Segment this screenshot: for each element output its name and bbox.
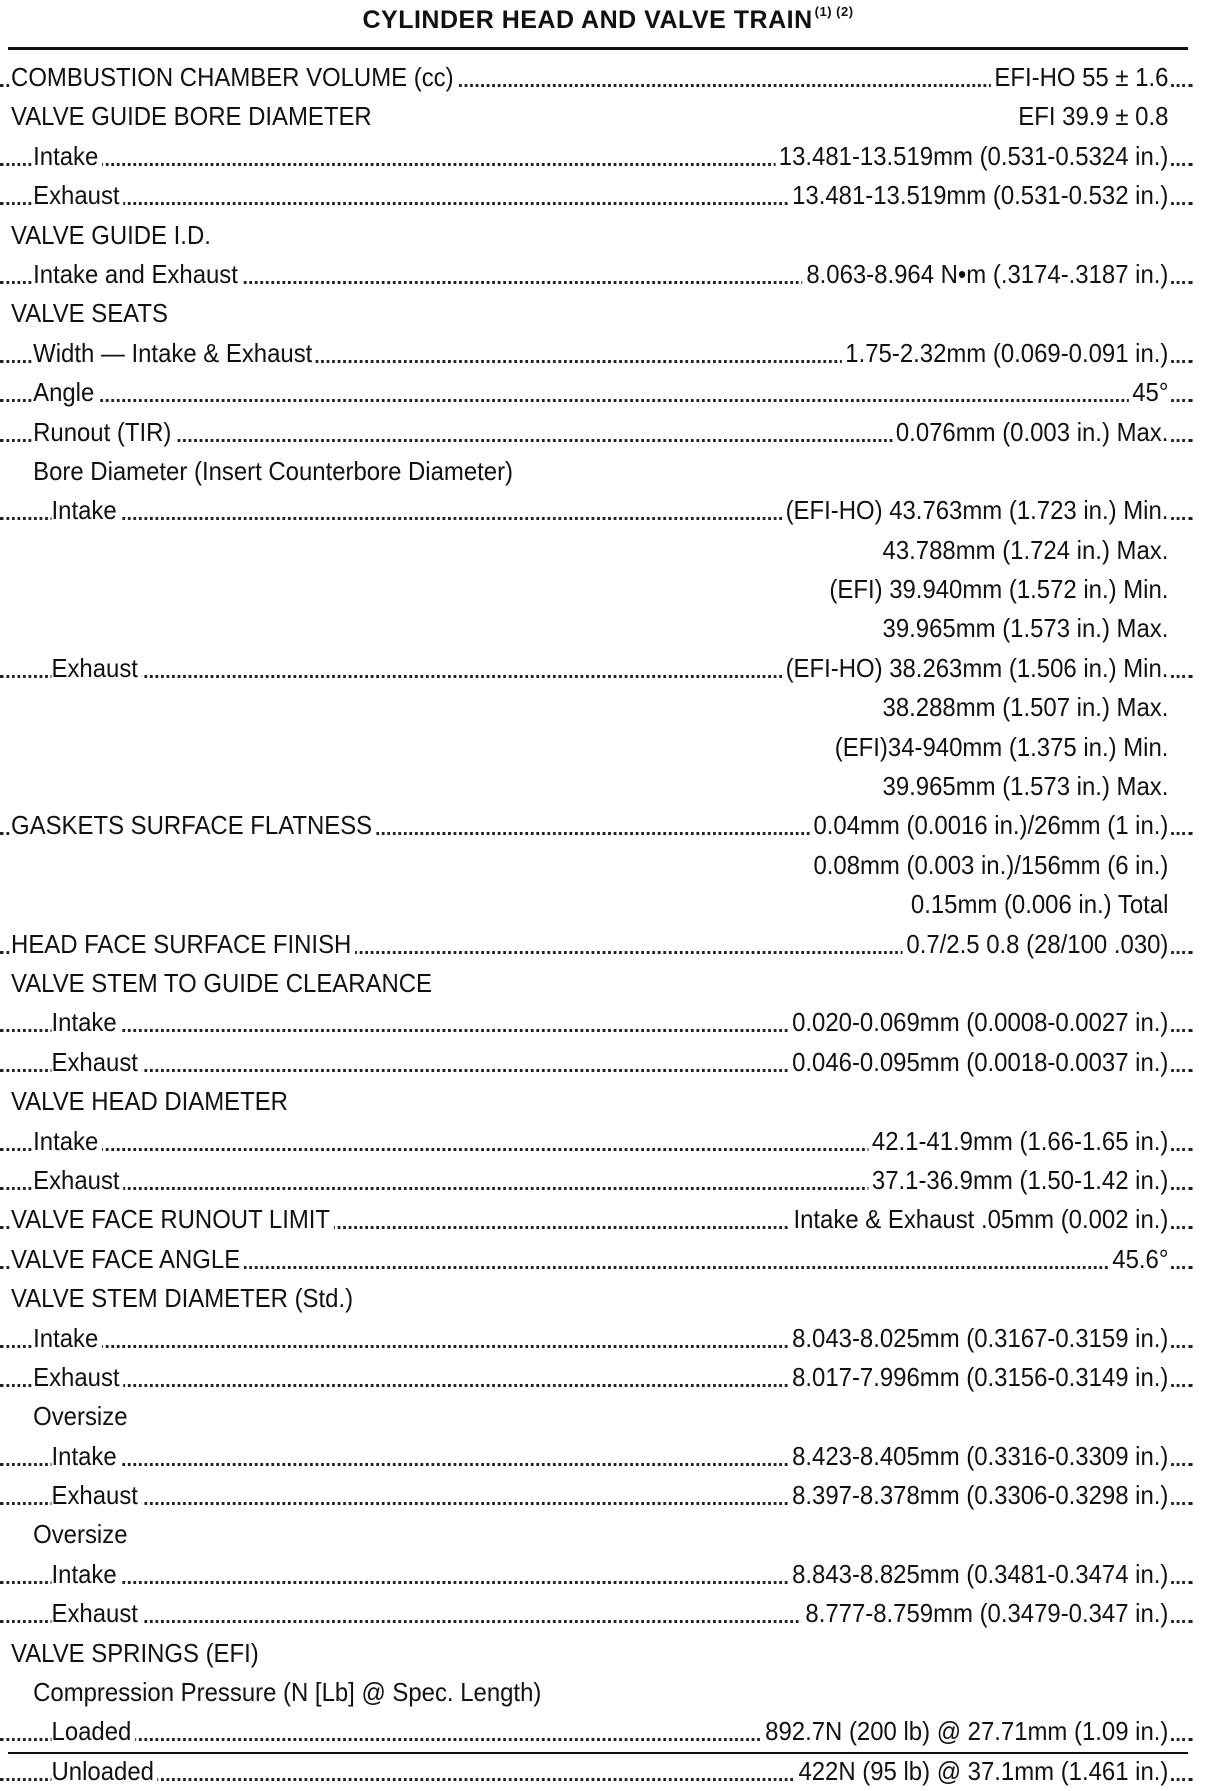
spec-label: Intake: [33, 1319, 102, 1358]
spec-row: [0, 531, 1192, 570]
bottom-rule: [8, 1752, 1188, 1754]
spec-row: [0, 1515, 1192, 1554]
spec-row: [0, 570, 1192, 609]
spec-value: (EFI-HO) 43.763mm (1.723 in.) Min.: [782, 491, 1169, 530]
spec-row: [0, 1003, 1192, 1042]
spec-label: Exhaust: [52, 1594, 142, 1633]
page-title: [0, 6, 1216, 35]
spec-value: 0.046-0.095mm (0.0018-0.0037 in.): [788, 1043, 1168, 1082]
spec-value: 0.076mm (0.003 in.) Max.: [892, 413, 1168, 452]
spec-row: [0, 1200, 1192, 1239]
spec-label: VALVE SEATS: [11, 294, 172, 333]
top-rule: [8, 47, 1188, 50]
spec-row: [0, 1161, 1192, 1200]
spec-label: Oversize: [33, 1515, 131, 1554]
spec-table: [0, 58, 1216, 1791]
spec-row: [0, 1279, 1192, 1318]
spec-label: Intake: [52, 1003, 121, 1042]
spec-row: [0, 373, 1192, 412]
spec-value: 8.777-8.759mm (0.3479-0.347 in.): [802, 1594, 1169, 1633]
spec-row: [0, 1082, 1192, 1121]
spec-value: 0.15mm (0.006 in.) Total: [907, 885, 1168, 924]
spec-value: 0.08mm (0.003 in.)/156mm (6 in.): [810, 846, 1169, 885]
spec-row: [0, 1555, 1192, 1594]
spec-row: [0, 1594, 1192, 1633]
spec-value: EFI-HO 55 ± 1.6: [991, 58, 1169, 97]
spec-value: 13.481-13.519mm (0.531-0.532 in.): [788, 176, 1168, 215]
spec-label: COMBUSTION CHAMBER VOLUME (cc): [11, 58, 457, 97]
spec-label: Intake: [33, 1122, 102, 1161]
spec-label: Intake: [52, 491, 121, 530]
spec-row: [0, 1240, 1192, 1279]
spec-value: 0.04mm (0.0016 in.)/26mm (1 in.): [810, 806, 1169, 845]
spec-value: (EFI)34-940mm (1.375 in.) Min.: [831, 728, 1168, 767]
spec-label: Compression Pressure (N [Lb] @ Spec. Length): [33, 1673, 545, 1712]
spec-row: [0, 885, 1192, 924]
spec-value: 45.6°: [1109, 1240, 1169, 1279]
spec-label: Loaded: [52, 1712, 136, 1751]
title-text: CYLINDER HEAD AND VALVE TRAIN: [362, 6, 813, 34]
spec-row: [0, 255, 1192, 294]
spec-value: 8.843-8.825mm (0.3481-0.3474 in.): [788, 1555, 1168, 1594]
spec-row: [0, 609, 1192, 648]
spec-row: [0, 925, 1192, 964]
spec-value: 8.397-8.378mm (0.3306-0.3298 in.): [788, 1476, 1168, 1515]
title-footnote-refs: (1) (2): [814, 4, 854, 19]
spec-row: [0, 1476, 1192, 1515]
spec-row: [0, 58, 1192, 97]
spec-row: [0, 1673, 1192, 1712]
spec-label: Intake: [52, 1437, 121, 1476]
spec-label: VALVE SPRINGS (EFI): [11, 1634, 262, 1673]
spec-value: 13.481-13.519mm (0.531-0.5324 in.): [775, 137, 1168, 176]
spec-label: Exhaust: [33, 176, 123, 215]
spec-row: [0, 1319, 1192, 1358]
spec-label: VALVE GUIDE BORE DIAMETER: [11, 97, 375, 136]
spec-row: [0, 1397, 1192, 1436]
spec-label: Intake: [52, 1555, 121, 1594]
spec-label: Angle: [33, 373, 98, 412]
spec-label: HEAD FACE SURFACE FINISH: [11, 925, 355, 964]
spec-label: Exhaust: [52, 649, 142, 688]
spec-value: 39.965mm (1.573 in.) Max.: [879, 609, 1169, 648]
spec-value: 892.7N (200 lb) @ 27.71mm (1.09 in.): [762, 1712, 1169, 1751]
spec-label: VALVE FACE ANGLE: [11, 1240, 244, 1279]
spec-row: [0, 452, 1192, 491]
spec-row: [0, 806, 1192, 845]
spec-label: Intake: [33, 137, 102, 176]
spec-row: [0, 334, 1192, 373]
spec-value: 8.017-7.996mm (0.3156-0.3149 in.): [788, 1358, 1168, 1397]
spec-value: Intake & Exhaust .05mm (0.002 in.): [790, 1200, 1169, 1239]
spec-row: [0, 294, 1192, 333]
spec-label: VALVE STEM DIAMETER (Std.): [11, 1279, 357, 1318]
spec-value: 43.788mm (1.724 in.) Max.: [879, 531, 1169, 570]
spec-value: 1.75-2.32mm (0.069-0.091 in.): [842, 334, 1169, 373]
spec-value: 38.288mm (1.507 in.) Max.: [879, 688, 1169, 727]
spec-value: 45°: [1129, 373, 1169, 412]
spec-value: 39.965mm (1.573 in.) Max.: [879, 767, 1169, 806]
spec-row: [0, 1437, 1192, 1476]
spec-row: [0, 649, 1192, 688]
spec-label: VALVE FACE RUNOUT LIMIT: [11, 1200, 334, 1239]
spec-value: 422N (95 lb) @ 37.1mm (1.461 in.): [795, 1752, 1169, 1791]
spec-label: Intake and Exhaust: [33, 255, 241, 294]
spec-label: GASKETS SURFACE FLATNESS: [11, 806, 376, 845]
spec-label: VALVE GUIDE I.D.: [11, 216, 215, 255]
spec-value: 42.1-41.9mm (1.66-1.65 in.): [868, 1122, 1168, 1161]
spec-row: [0, 1043, 1192, 1082]
spec-row: [0, 688, 1192, 727]
spec-value: 8.423-8.405mm (0.3316-0.3309 in.): [788, 1437, 1168, 1476]
spec-row: [0, 491, 1192, 530]
spec-row: [0, 1634, 1192, 1673]
spec-label: Exhaust: [33, 1358, 123, 1397]
spec-value: EFI 39.9 ± 0.8: [1015, 97, 1169, 136]
spec-row: [0, 176, 1192, 215]
spec-label: VALVE STEM TO GUIDE CLEARANCE: [11, 964, 436, 1003]
spec-label: Exhaust: [52, 1043, 142, 1082]
spec-label: Unloaded: [52, 1752, 158, 1791]
spec-row: [0, 964, 1192, 1003]
spec-row: [0, 846, 1192, 885]
spec-label: Exhaust: [52, 1476, 142, 1515]
spec-row: [0, 1752, 1192, 1791]
spec-label: VALVE HEAD DIAMETER: [11, 1082, 292, 1121]
spec-label: Width — Intake & Exhaust: [33, 334, 316, 373]
spec-value: 0.020-0.069mm (0.0008-0.0027 in.): [788, 1003, 1168, 1042]
spec-row: [0, 97, 1192, 136]
spec-row: [0, 728, 1192, 767]
spec-value: (EFI) 39.940mm (1.572 in.) Min.: [826, 570, 1169, 609]
spec-row: [0, 767, 1192, 806]
spec-label: Exhaust: [33, 1161, 123, 1200]
spec-row: [0, 137, 1192, 176]
spec-value: 37.1-36.9mm (1.50-1.42 in.): [868, 1161, 1168, 1200]
spec-label: Bore Diameter (Insert Counterbore Diameter): [33, 452, 517, 491]
spec-value: 0.7/2.5 0.8 (28/100 .030): [903, 925, 1169, 964]
spec-value: 8.043-8.025mm (0.3167-0.3159 in.): [788, 1319, 1168, 1358]
spec-row: [0, 413, 1192, 452]
spec-row: [0, 1122, 1192, 1161]
spec-value: 8.063-8.964 N•m (.3174-.3187 in.): [803, 255, 1169, 294]
spec-row: [0, 216, 1192, 255]
spec-row: [0, 1358, 1192, 1397]
spec-row: [0, 1712, 1192, 1751]
spec-value: (EFI-HO) 38.263mm (1.506 in.) Min.: [782, 649, 1169, 688]
spec-label: Oversize: [33, 1397, 131, 1436]
spec-label: Runout (TIR): [33, 413, 175, 452]
